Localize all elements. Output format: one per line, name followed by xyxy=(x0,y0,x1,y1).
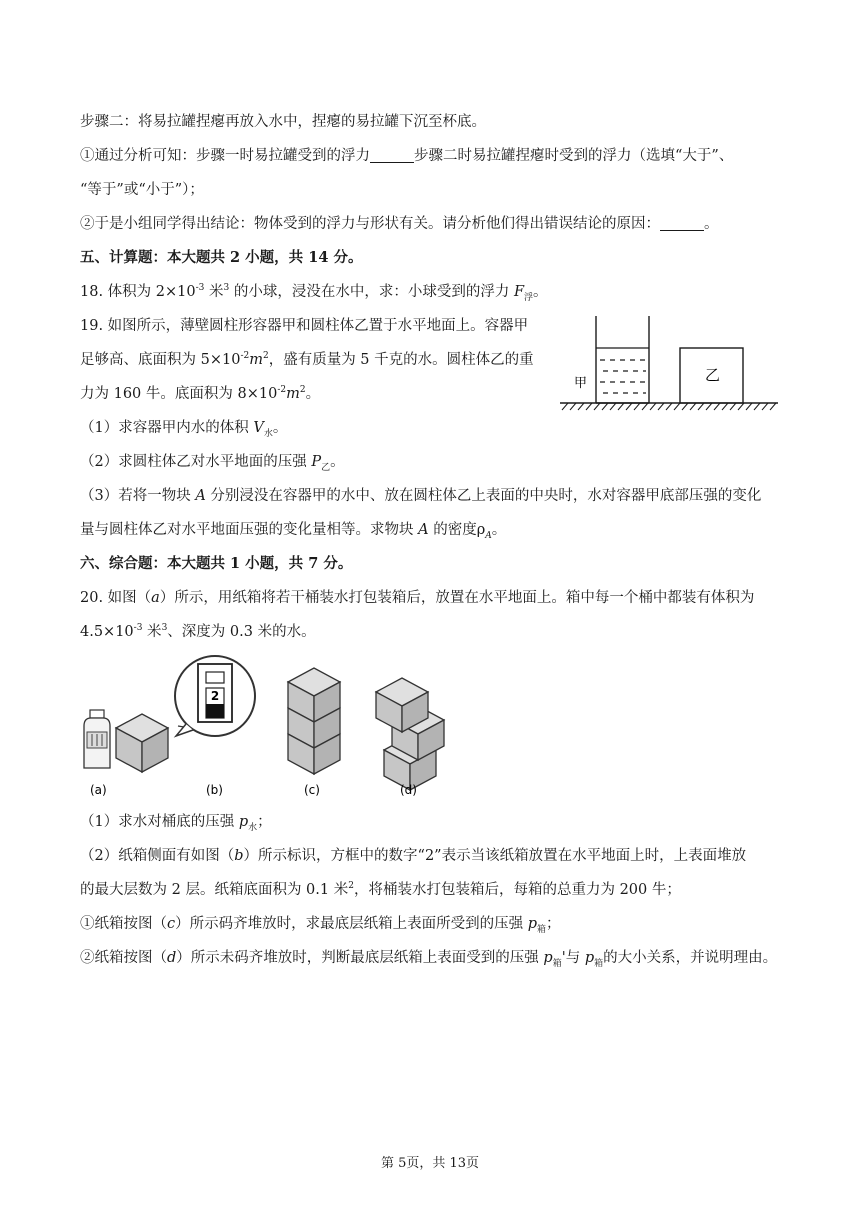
p20-sub-1-symbol: p xyxy=(238,814,249,830)
p20-case-1-end: ； xyxy=(546,916,561,932)
p20-case-2 xyxy=(80,948,777,968)
p19-sub-1-end: 。 xyxy=(272,420,288,436)
label-jia: 甲 xyxy=(574,376,588,391)
p20-sub-2-text-d: ，将桶装水打包装箱后，每箱的总重力为 200 牛； xyxy=(353,882,681,898)
p19-sub-3-line-2 xyxy=(80,520,506,540)
p20-sub-2-text-c: 的最大层数为 2 层。纸箱底面积为 0.1 米 xyxy=(80,882,349,898)
badge-number: 2 xyxy=(210,689,220,703)
page-footer: 第 5页，共 13页 xyxy=(380,1156,480,1171)
fig-label-c: (c) xyxy=(304,783,320,797)
p19-text: 足够高、底面积为 5×10 xyxy=(80,352,241,368)
p19-exponent: -2 xyxy=(277,385,287,396)
stacked-boxes-misaligned-icon xyxy=(376,678,444,790)
p19-sub-3-symbol-2: A xyxy=(418,522,429,538)
question-2-line xyxy=(80,214,719,234)
p19-text-b: ，盛有质量为 5 千克的水。圆柱体乙的重 xyxy=(268,352,534,368)
fig-label-a: (a) xyxy=(90,783,107,797)
p20-sub-1-subscript: 水 xyxy=(248,822,258,833)
p20-case-1 xyxy=(80,914,561,934)
p18-text: 18. 体积为 2×10 xyxy=(80,284,196,300)
answer-blank[interactable] xyxy=(660,216,704,231)
label-yi: 乙 xyxy=(705,366,721,384)
p19-unit: m xyxy=(249,352,263,368)
carton-box-icon xyxy=(116,714,168,772)
p19-sub-1-subscript: 水 xyxy=(263,428,273,439)
p20-sub-2-line-2 xyxy=(80,880,681,900)
p19-sub-3-text: （3）若将一物块 xyxy=(80,488,196,504)
q1-text-a: ①通过分析可知：步骤一时易拉罐受到的浮力 xyxy=(80,148,370,164)
figure-19 xyxy=(560,314,780,414)
q2-text-b: 。 xyxy=(704,216,719,232)
p19-sub-3-text-d: 的密度ρ xyxy=(428,522,486,538)
p20-line-2 xyxy=(80,622,316,642)
water-bottle-icon xyxy=(84,710,110,768)
p20-case-2-symbol-2: p xyxy=(584,950,595,966)
p19-text: 力为 160 牛。底面积为 8×10 xyxy=(80,386,278,402)
p19-sub-2-text: （2）求圆柱体乙对水平地面的压强 xyxy=(80,454,312,470)
p19-line-1: 19. 如图所示，薄壁圆柱形容器甲和圆柱体乙置于水平地面上。容器甲 xyxy=(80,318,529,334)
p19-sub-3-text-b: 分别浸没在容器甲的水中、放在圆柱体乙上表面的中央时，水对容器甲底部压强的变化 xyxy=(205,488,762,504)
p20-sub-1-end: ； xyxy=(257,814,272,830)
p19-sub-1-text: （1）求容器甲内水的体积 xyxy=(80,420,254,436)
p19-sub-1 xyxy=(80,418,287,438)
p18-end: 。 xyxy=(533,284,548,300)
p20-sub-1 xyxy=(80,812,272,832)
p19-sub-3-text-c: 量与圆柱体乙对水平地面压强的变化量相等。求物块 xyxy=(80,522,419,538)
p19-line-3 xyxy=(80,384,320,404)
q2-text-a: ②于是小组同学得出结论：物体受到的浮力与形状有关。请分析他们得出错误结论的原因： xyxy=(80,216,660,232)
p18-text-b: 的小球，浸没在水中，求：小球受到的浮力 xyxy=(229,284,514,300)
p20-sub-2-text-b: ）所示标识，方框中的数字“2”表示当该纸箱放置在水平地面上时，上表面堆放 xyxy=(243,848,747,864)
p19-sub-3-subscript: A xyxy=(485,530,492,541)
p18-symbol: F xyxy=(513,284,525,300)
section-6-heading: 六、综合题：本大题共 1 小题，共 7 分。 xyxy=(80,555,353,572)
p19-sub-3-symbol: A xyxy=(195,488,206,504)
p19-sub-3-end: 。 xyxy=(491,522,507,538)
p20-line-1 xyxy=(80,588,754,608)
figure-20 xyxy=(78,650,458,800)
p19-sub-2-end: 。 xyxy=(330,454,345,470)
step2-text: 步骤二：将易拉罐捏瘪再放入水中，捏瘪的易拉罐下沉至杯底。 xyxy=(80,114,486,130)
p19-sub-1-symbol: V xyxy=(253,420,264,436)
p18-exponent: -3 xyxy=(195,283,205,294)
answer-blank[interactable] xyxy=(370,148,414,163)
p20-text: 20. 如图（ xyxy=(80,590,152,606)
p20-sub-2-line-1 xyxy=(80,846,746,866)
p20-case-1-symbol: p xyxy=(527,916,538,932)
p20-sub-2-fig-ref: b xyxy=(234,848,244,864)
fig-label-d: (d) xyxy=(400,783,417,797)
section-5-heading: 五、计算题：本大题共 2 小题，共 14 分。 xyxy=(80,249,363,266)
question-1-line xyxy=(80,146,733,166)
p19-sub-2-subscript: 乙 xyxy=(321,462,331,473)
p20-fig-ref: a xyxy=(151,590,160,606)
p20-value: 4.5×10 xyxy=(80,624,134,640)
p20-case-1-subscript: 箱 xyxy=(537,924,547,935)
p20-text-c: 、深度为 0.3 米的水。 xyxy=(167,624,316,640)
problem-18 xyxy=(80,282,548,302)
p18-subscript: 浮 xyxy=(524,292,534,303)
p19-end: 。 xyxy=(305,386,321,402)
p19-unit: m xyxy=(286,386,300,402)
p20-sub-2-text: （2）纸箱侧面有如图（ xyxy=(80,848,235,864)
p20-unit: 米 xyxy=(142,624,162,640)
p20-case-2-text-b: ）所示未码齐堆放时，判断最底层纸箱上表面受到的压强 xyxy=(176,950,544,966)
p20-case-2-fig-ref: d xyxy=(167,950,177,966)
p19-sub-2-symbol: P xyxy=(311,454,322,470)
q1-text-c: “等于”或“小于”）； xyxy=(80,182,204,198)
stacking-label-icon xyxy=(175,656,255,736)
p20-text-b: ）所示，用纸箱将若干桶装水打包装箱后，放置在水平地面上。箱中每一个桶中都装有体积为 xyxy=(159,590,755,606)
p20-sub-2-exponent: 2 xyxy=(348,881,354,892)
p20-case-2-text-c: '与 xyxy=(561,950,585,966)
p19-line-2 xyxy=(80,350,534,370)
p20-case-1-text: ①纸箱按图（ xyxy=(80,916,167,932)
fig-label-b: (b) xyxy=(206,783,223,797)
p18-unit: 米 xyxy=(204,284,224,300)
p20-unit-exponent: 3 xyxy=(161,623,168,634)
p20-sub-1-text: （1）求水对桶底的压强 xyxy=(80,814,239,830)
p20-exponent: -3 xyxy=(133,623,143,634)
p19-exponent: -2 xyxy=(240,351,250,362)
p19-unit-exponent: 2 xyxy=(299,385,306,396)
p19-unit-exponent: 2 xyxy=(262,351,269,362)
q1-text-b: 步骤二时易拉罐捏瘪时受到的浮力（选填“大于”、 xyxy=(414,148,734,164)
p20-case-1-text-b: ）所示码齐堆放时，求最底层纸箱上表面所受到的压强 xyxy=(175,916,528,932)
p20-case-2-text: ②纸箱按图（ xyxy=(80,950,167,966)
p19-sub-2 xyxy=(80,452,345,472)
p20-case-2-end: 的大小关系，并说明理由。 xyxy=(603,950,778,966)
p20-case-1-fig-ref: c xyxy=(167,916,176,932)
p20-case-2-subscript-2: 箱 xyxy=(594,958,604,969)
p19-sub-3-line-1 xyxy=(80,486,761,506)
p20-case-2-symbol: p xyxy=(543,950,553,966)
stacked-boxes-aligned-icon xyxy=(288,668,340,774)
p20-case-2-subscript: 箱 xyxy=(552,958,562,969)
p18-unit-exponent: 3 xyxy=(223,283,230,294)
